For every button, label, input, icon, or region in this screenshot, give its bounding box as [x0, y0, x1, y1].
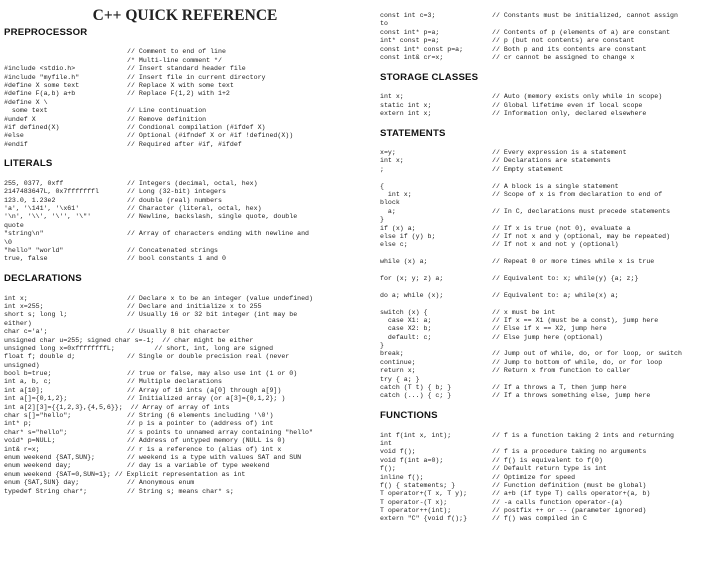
code-line — [4, 48, 366, 56]
code-line — [4, 90, 366, 98]
code-text: f(); — [380, 465, 396, 473]
code-line — [4, 420, 366, 428]
code-line — [380, 440, 726, 448]
code-comment: // Constants must be initialized, cannot assign — [492, 12, 678, 19]
code-text: typedef String char*; — [4, 487, 88, 495]
code-line — [380, 367, 726, 375]
code-line — [4, 328, 366, 336]
code-text: '\n', '\\', '\'', '\"' — [4, 213, 92, 221]
code-comment: // Both p and its contents are constant — [492, 45, 647, 53]
code-line — [4, 362, 366, 370]
code-line — [380, 29, 726, 37]
left-column — [4, 0, 366, 496]
code-text: block — [380, 199, 400, 207]
code-text: case X1: a; — [380, 316, 432, 324]
code-text: 123.0, 1.23e2 — [4, 196, 56, 204]
spacer — [380, 250, 726, 258]
code-line — [4, 387, 366, 395]
code-line — [4, 132, 366, 140]
code-comment: // Declare and initialize x to 255 — [127, 302, 262, 310]
code-line — [4, 188, 366, 196]
code-line — [380, 166, 726, 174]
spacer — [380, 283, 726, 291]
code-text: int a[]={0,1,2}; — [4, 395, 68, 403]
code-text: int a, b, c; — [4, 378, 52, 386]
spacer — [380, 267, 726, 275]
code-line — [380, 208, 726, 216]
code-comment: // String (6 elements including '\0') — [127, 412, 274, 420]
spacer — [380, 300, 726, 308]
code-text: } — [380, 216, 384, 224]
code-line — [4, 370, 366, 378]
code-line — [4, 295, 366, 303]
code-comment: // Remove definition — [127, 115, 207, 123]
code-text: break; — [380, 350, 404, 358]
code-line — [380, 342, 726, 350]
code-text: int& r=x; — [4, 445, 40, 453]
code-line — [4, 320, 366, 328]
code-comment: // Optional (#ifndef X or #if !defined(X)) — [127, 132, 294, 140]
code-text: short s; long l; — [4, 311, 68, 319]
code-comment: // Integers (decimal, octal, hex) — [127, 179, 258, 187]
code-comment: // Empty statement — [492, 165, 564, 173]
code-line — [380, 54, 726, 62]
code-comment: // f() is equivalent to f(0) — [492, 456, 603, 464]
code-comment: // p (but not contents) are constant — [492, 37, 635, 45]
code-line — [380, 233, 726, 241]
code-line — [4, 437, 366, 445]
code-text: unsigned long x=0xffffffffL; // short, int, long are signed — [4, 344, 274, 352]
code-comment: // Comment to end of line — [127, 48, 226, 56]
code-text: switch (x) { — [380, 308, 428, 316]
code-line — [4, 82, 366, 90]
code-text: either) — [4, 319, 32, 327]
code-line — [380, 432, 726, 440]
code-text: #include "myfile.h" — [4, 73, 80, 81]
code-text: do a; while (x); — [380, 291, 444, 299]
code-comment: // String s; means char* s; — [127, 487, 234, 495]
code-comment: // If not x and not y (optional) — [492, 241, 619, 249]
code-comment: // Declare x to be an integer (value undefined) — [127, 294, 313, 302]
section-heading: DECLARATIONS — [4, 273, 82, 285]
code-line — [4, 116, 366, 124]
code-line — [380, 225, 726, 233]
code-text: bool b=true; — [4, 370, 52, 378]
code-comment: // bool constants 1 and 0 — [127, 255, 226, 263]
code-line — [380, 457, 726, 465]
code-line — [4, 222, 366, 230]
code-text: else c; — [380, 241, 408, 249]
code-line — [4, 205, 366, 213]
code-text: #else — [4, 132, 24, 140]
spacer — [380, 62, 726, 70]
code-line — [4, 337, 366, 345]
code-line — [380, 37, 726, 45]
code-text: T operator+(T x, T y); — [380, 490, 468, 498]
code-comment: // Replace X with some text — [127, 81, 234, 89]
code-text: 2147483647L, 0x7fffffffl — [4, 188, 99, 196]
code-comment: // Global lifetime even if local scope — [492, 101, 643, 109]
code-line — [380, 183, 726, 191]
code-text: int* p; — [4, 420, 32, 428]
code-comment: // If a throws something else, jump here — [492, 392, 651, 400]
code-line — [4, 412, 366, 420]
code-line — [4, 197, 366, 205]
code-text: return x; — [380, 367, 416, 375]
code-text: int x=255; — [4, 302, 44, 310]
code-text: to — [380, 20, 388, 28]
code-text: int* const p=a; — [380, 37, 440, 45]
code-text: #if defined(X) — [4, 123, 60, 131]
code-comment: // Insert file in current directory — [127, 73, 266, 81]
code-line — [380, 474, 726, 482]
code-line — [4, 311, 366, 319]
code-text: #define X some text — [4, 81, 80, 89]
code-text: if (x) a; — [380, 224, 416, 232]
code-line — [380, 110, 726, 118]
code-line — [4, 488, 366, 496]
code-text: extern "C" {void f();} — [380, 515, 468, 523]
code-comment: // Array of 10 ints (a[0] through a[9]) — [127, 386, 282, 394]
code-text: static int x; — [380, 101, 432, 109]
code-comment: // Jump out of while, do, or for loop, or switch — [492, 350, 682, 358]
code-line — [380, 465, 726, 473]
code-line — [4, 479, 366, 487]
code-line — [4, 404, 366, 412]
code-line — [380, 325, 726, 333]
code-comment: // Scope of x is from declaration to end of — [492, 191, 663, 199]
code-line — [4, 255, 366, 263]
code-text: case X2: b; — [380, 325, 432, 333]
code-text: 255, 0377, 0xff — [4, 179, 64, 187]
code-text: a; — [380, 207, 396, 215]
code-text: unsigned) — [4, 361, 40, 369]
code-line — [380, 12, 726, 20]
code-line — [380, 216, 726, 224]
code-line — [380, 499, 726, 507]
spacer — [4, 149, 366, 157]
section-heading: PREPROCESSOR — [4, 27, 88, 38]
code-comment: // a+b (if type T) calls operator+(a, b) — [492, 490, 651, 498]
code-line — [4, 395, 366, 403]
code-line — [380, 149, 726, 157]
section-heading: FUNCTIONS — [380, 410, 438, 422]
code-line — [4, 213, 366, 221]
code-text: inline f(); — [380, 473, 424, 481]
code-text: \0 — [4, 238, 12, 246]
code-comment: // Usually 16 or 32 bit integer (int may be — [127, 311, 298, 319]
code-text: enum weekend {SAT,SUN}; — [4, 453, 96, 461]
spacer — [4, 40, 366, 48]
code-comment: // Initialized array (or a[3]={0,1,2}; ) — [127, 395, 286, 403]
code-line — [4, 239, 366, 247]
code-comment: // -a calls function operator-(a) — [492, 498, 623, 506]
code-line — [4, 429, 366, 437]
spacer — [380, 174, 726, 182]
code-comment: // Return x from function to caller — [492, 367, 631, 375]
code-comment: // Else if x == X2, jump here — [492, 325, 607, 333]
code-text: catch (T t) { b; } — [380, 384, 452, 392]
code-line — [380, 392, 726, 400]
code-text: char* s="hello"; — [4, 428, 68, 436]
code-line — [4, 462, 366, 470]
code-line — [380, 102, 726, 110]
code-text: { — [380, 182, 384, 190]
code-line — [4, 230, 366, 238]
code-text: else if (y) b; — [380, 232, 436, 240]
code-text: #endif — [4, 140, 28, 148]
spacer — [380, 401, 726, 409]
code-text: float f; double d; — [4, 353, 76, 361]
code-comment: // Repeat 0 or more times while x is true — [492, 258, 655, 266]
code-line — [380, 490, 726, 498]
code-comment: // true or false, may also use int (1 or 0) — [127, 370, 298, 378]
code-text: enum weekend {SAT=0,SUN=1}; // Explicit representation as int — [4, 470, 246, 478]
code-comment: // If x is true (not 0), evaluate a — [492, 224, 631, 232]
right-column — [380, 12, 726, 524]
code-comment: // Contents of p (elements of a) are constant — [492, 28, 671, 36]
code-text: quote — [4, 221, 24, 229]
code-comment: // Anonymous enum — [127, 479, 195, 487]
code-line — [380, 292, 726, 300]
code-line — [4, 303, 366, 311]
code-comment: // p is a pointer to (address of) int — [127, 420, 274, 428]
code-comment: // A block is a single statement — [492, 182, 619, 190]
code-comment: // f is a procedure taking no arguments — [492, 448, 647, 456]
code-text: catch (...) { c; } — [380, 392, 452, 400]
code-text: 'a', '\141', '\x61' — [4, 205, 80, 213]
code-text: f() { statements; } — [380, 481, 456, 489]
code-comment: // f() was compiled in C — [492, 515, 587, 523]
code-text: #define X \ — [4, 98, 48, 106]
code-line — [380, 309, 726, 317]
code-line — [380, 482, 726, 490]
code-comment: // x must be int — [492, 308, 556, 316]
section-heading: STORAGE CLASSES — [380, 71, 479, 83]
code-text: int x; — [4, 294, 28, 302]
code-text: x=y; — [380, 149, 396, 157]
code-comment: // Required after #if, #ifdef — [127, 140, 242, 148]
code-text: extern int x; — [380, 109, 432, 117]
code-comment: // Equivalent to: x; while(y) {a; z;} — [492, 274, 639, 282]
code-line — [380, 350, 726, 358]
code-comment: // Character (literal, octal, hex) — [127, 205, 262, 213]
code-text: #define F(a,b) a+b — [4, 90, 76, 98]
code-line — [380, 93, 726, 101]
code-comment: // If not x and y (optional, may be repeated) — [492, 232, 671, 240]
section-heading: STATEMENTS — [380, 127, 446, 139]
code-text: some text — [4, 107, 48, 115]
code-line — [380, 317, 726, 325]
code-line — [4, 107, 366, 115]
code-line — [380, 275, 726, 283]
code-comment: // weekend is a type with values SAT and SUN — [127, 453, 302, 461]
code-text: void f(int a=0); — [380, 456, 444, 464]
code-text: while (x) a; — [380, 258, 428, 266]
code-text: void f(); — [380, 448, 416, 456]
code-line — [4, 124, 366, 132]
code-text: int x; — [380, 191, 412, 199]
code-comment: // Information only, declared elsewhere — [492, 109, 647, 117]
code-comment: // Optimize for speed — [492, 473, 576, 481]
code-comment: // Every expression is a statement — [492, 149, 627, 157]
code-comment: // Default return type is int — [492, 465, 607, 473]
code-comment: // If a throws a T, then jump here — [492, 384, 627, 392]
code-comment: // Usually 8 bit character — [127, 328, 230, 336]
code-line — [4, 353, 366, 361]
code-text: ; — [380, 165, 384, 173]
code-comment: // Equivalent to: a; while(x) a; — [492, 291, 619, 299]
code-line — [380, 359, 726, 367]
code-comment: // Newline, backslash, single quote, double — [127, 213, 298, 221]
code-text: int x; — [380, 157, 404, 165]
code-line — [4, 345, 366, 353]
spacer — [4, 286, 366, 294]
code-line — [4, 180, 366, 188]
code-text: void* p=NULL; — [4, 437, 56, 445]
code-line — [4, 446, 366, 454]
code-comment: // postfix ++ or -- (parameter ignored) — [492, 507, 647, 515]
code-line — [380, 199, 726, 207]
code-comment: // Array of characters ending with newline and — [127, 230, 310, 238]
code-line — [380, 384, 726, 392]
code-comment: // Replace F(1,2) with 1+2 — [127, 90, 230, 98]
code-comment: // Insert standard header file — [127, 65, 246, 73]
code-comment: // If x == X1 (must be a const), jump here — [492, 316, 659, 324]
section-heading: LITERALS — [4, 158, 53, 170]
spacer — [380, 118, 726, 126]
code-text: for (x; y; z) a; — [380, 274, 444, 282]
code-line — [4, 471, 366, 479]
code-line — [380, 46, 726, 54]
code-text: "hello" "world" — [4, 246, 64, 254]
page-title: C++ QUICK REFERENCE — [92, 7, 278, 24]
spacer — [380, 141, 726, 149]
code-line — [380, 191, 726, 199]
code-line — [4, 378, 366, 386]
code-text: enum {SAT,SUN} day; — [4, 479, 80, 487]
code-text: const int c=3; — [380, 12, 436, 19]
code-line — [380, 334, 726, 342]
code-comment: // Jump to bottom of while, do, or for loop — [492, 358, 663, 366]
code-text: const int* p=a; — [380, 28, 440, 36]
code-comment: // In C, declarations must precede statements — [492, 207, 671, 215]
code-text: "string\n" — [4, 230, 44, 238]
code-text: #undef X — [4, 115, 36, 123]
code-comment: // f is a function taking 2 ints and returning — [492, 431, 675, 439]
code-text: unsigned char u=255; signed char s=-1; // char might be either — [4, 336, 254, 344]
code-text: int a[10]; — [4, 386, 44, 394]
code-text: char c='a'; — [4, 328, 48, 336]
code-line — [380, 241, 726, 249]
code-comment: // Single or double precision real (never — [127, 353, 290, 361]
code-comment: // Line continuation — [127, 107, 207, 115]
code-line — [4, 74, 366, 82]
code-comment: // Concatenated strings — [127, 246, 219, 254]
code-comment: // Declarations are statements — [492, 157, 611, 165]
code-text: continue; — [380, 358, 416, 366]
code-comment: // double (real) numbers — [127, 196, 222, 204]
code-comment: // Multiple declarations — [127, 378, 222, 386]
code-comment: // s points to unnamed array containing "hello" — [127, 428, 313, 436]
code-comment: // Function definition (must be global) — [492, 481, 647, 489]
code-line — [380, 20, 726, 28]
code-line — [380, 157, 726, 165]
code-comment: // Else jump here (optional) — [492, 333, 603, 341]
code-text: int a[2][3]={{1,2,3},{4,5,6}}; // Array of array of ints — [4, 403, 230, 411]
code-comment: // Address of untyped memory (NULL is 0) — [127, 437, 286, 445]
code-text: } — [380, 342, 384, 350]
code-comment: // r is a reference to (alias of) int x — [127, 445, 282, 453]
code-comment: // Condional compilation (#ifdef X) — [127, 123, 266, 131]
code-text: enum weekend day; — [4, 462, 72, 470]
code-comment: // day is a variable of type weekend — [127, 462, 270, 470]
spacer — [4, 264, 366, 272]
code-text: int x; — [380, 93, 404, 101]
code-text: #include <stdio.h> — [4, 65, 76, 73]
spacer — [4, 171, 366, 179]
code-line — [4, 454, 366, 462]
code-text: int f(int x, int); — [380, 431, 452, 439]
code-line — [380, 448, 726, 456]
code-text: default: c; — [380, 333, 432, 341]
code-line — [380, 258, 726, 266]
code-comment: /* Multi-line comment */ — [127, 56, 222, 64]
code-text: true, false — [4, 255, 48, 263]
code-text: T operator-(T x); — [380, 498, 448, 506]
code-text: try { a; } — [380, 375, 420, 383]
code-text: int — [380, 439, 392, 447]
code-line — [380, 515, 726, 523]
code-comment: // Long (32-bit) integers — [127, 188, 226, 196]
code-line — [4, 57, 366, 65]
code-text: const int* const p=a; — [380, 45, 464, 53]
code-line — [4, 99, 366, 107]
code-line — [380, 507, 726, 515]
code-text: const int& cr=x; — [380, 53, 444, 61]
code-text: T operator++(int); — [380, 507, 452, 515]
code-line — [380, 376, 726, 384]
code-comment: // cr cannot be assigned to change x — [492, 53, 635, 61]
code-line — [4, 65, 366, 73]
code-line — [4, 247, 366, 255]
code-comment: // Auto (memory exists only while in scope) — [492, 93, 663, 101]
code-text: char s[]="hello"; — [4, 412, 72, 420]
spacer — [380, 423, 726, 431]
code-line — [4, 141, 366, 149]
spacer — [380, 85, 726, 93]
